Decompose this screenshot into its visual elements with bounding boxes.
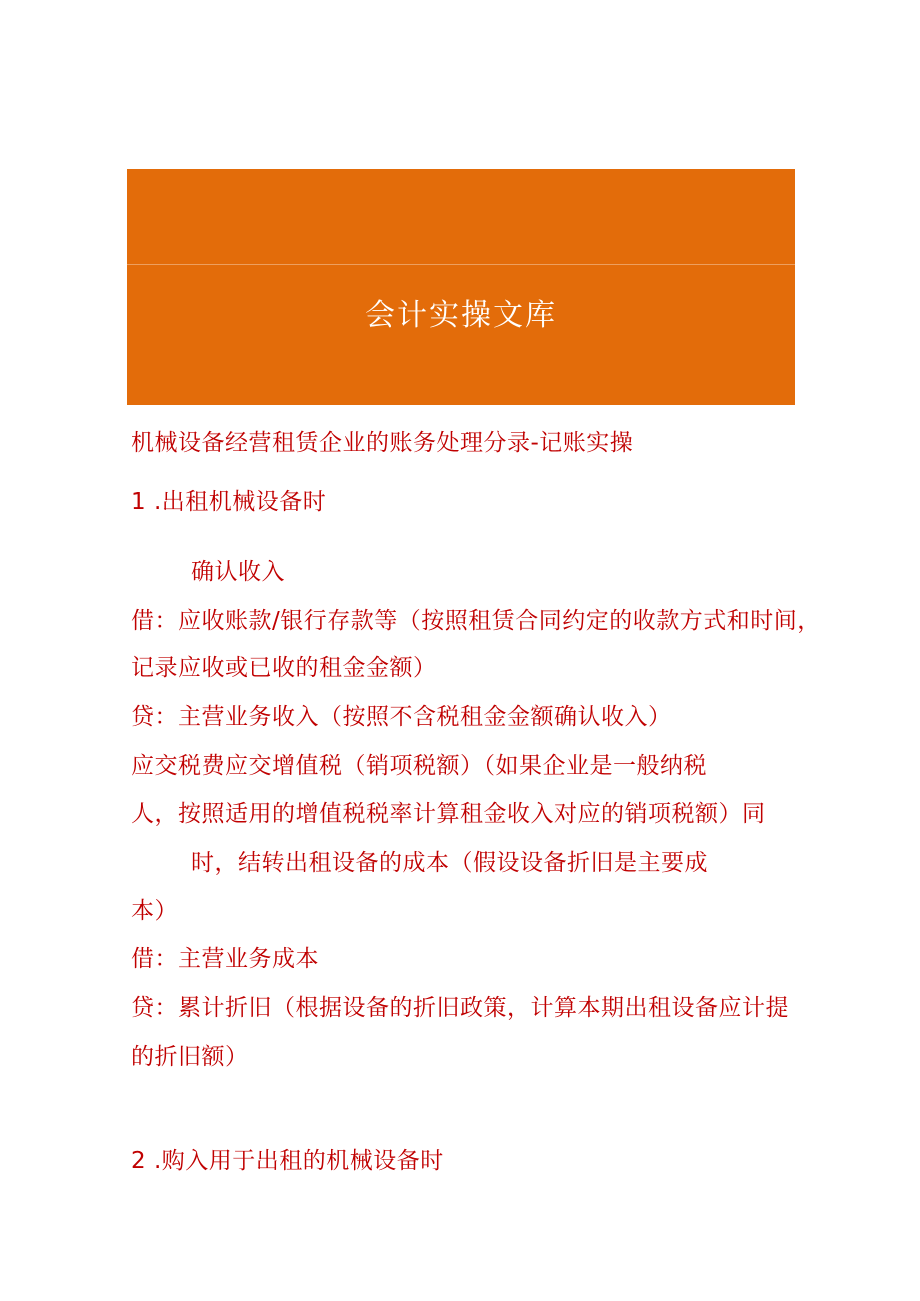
paragraph-debit-receivable-line2: 记录应收或已收的租金金额） xyxy=(131,655,437,681)
paragraph-confirm-revenue: 确认收入 xyxy=(191,559,285,585)
paragraph-debit-receivable-line1: 借：应收账款/银行存款等（按照租赁合同约定的收款方式和时间， xyxy=(131,608,821,634)
paragraph-tax-line3: 时，结转出租设备的成本（假设设备折旧是主要成 xyxy=(191,850,708,876)
section-heading-2: 2 .购入用于出租的机械设备时 xyxy=(131,1148,444,1174)
document-title: 机械设备经营租赁企业的账务处理分录-记账实操 xyxy=(131,430,634,456)
title-banner xyxy=(127,33,795,405)
banner-divider xyxy=(127,264,795,265)
banner-title-line2: 会计实操文库 xyxy=(365,298,557,333)
paragraph-credit-depreciation-line1: 贷：累计折旧（根据设备的折旧政策，计算本期出租设备应计提 xyxy=(131,995,789,1021)
paragraph-tax-line4: 本） xyxy=(131,898,178,924)
section-heading-1: 1 .出租机械设备时 xyxy=(131,489,327,515)
paragraph-tax-line1: 应交税费应交增值税（销项税额）（如果企业是一般纳税 xyxy=(131,753,707,779)
paragraph-tax-line2: 人，按照适用的增值税税率计算租金收入对应的销项税额）同 xyxy=(131,801,766,827)
paragraph-credit-depreciation-line2: 的折旧额） xyxy=(131,1044,249,1070)
banner-title-line1: 账务处理 xyxy=(397,33,525,68)
paragraph-credit-revenue: 贷：主营业务收入（按照不含税租金金额确认收入） xyxy=(131,704,672,730)
paragraph-debit-cost: 借：主营业务成本 xyxy=(131,946,319,972)
